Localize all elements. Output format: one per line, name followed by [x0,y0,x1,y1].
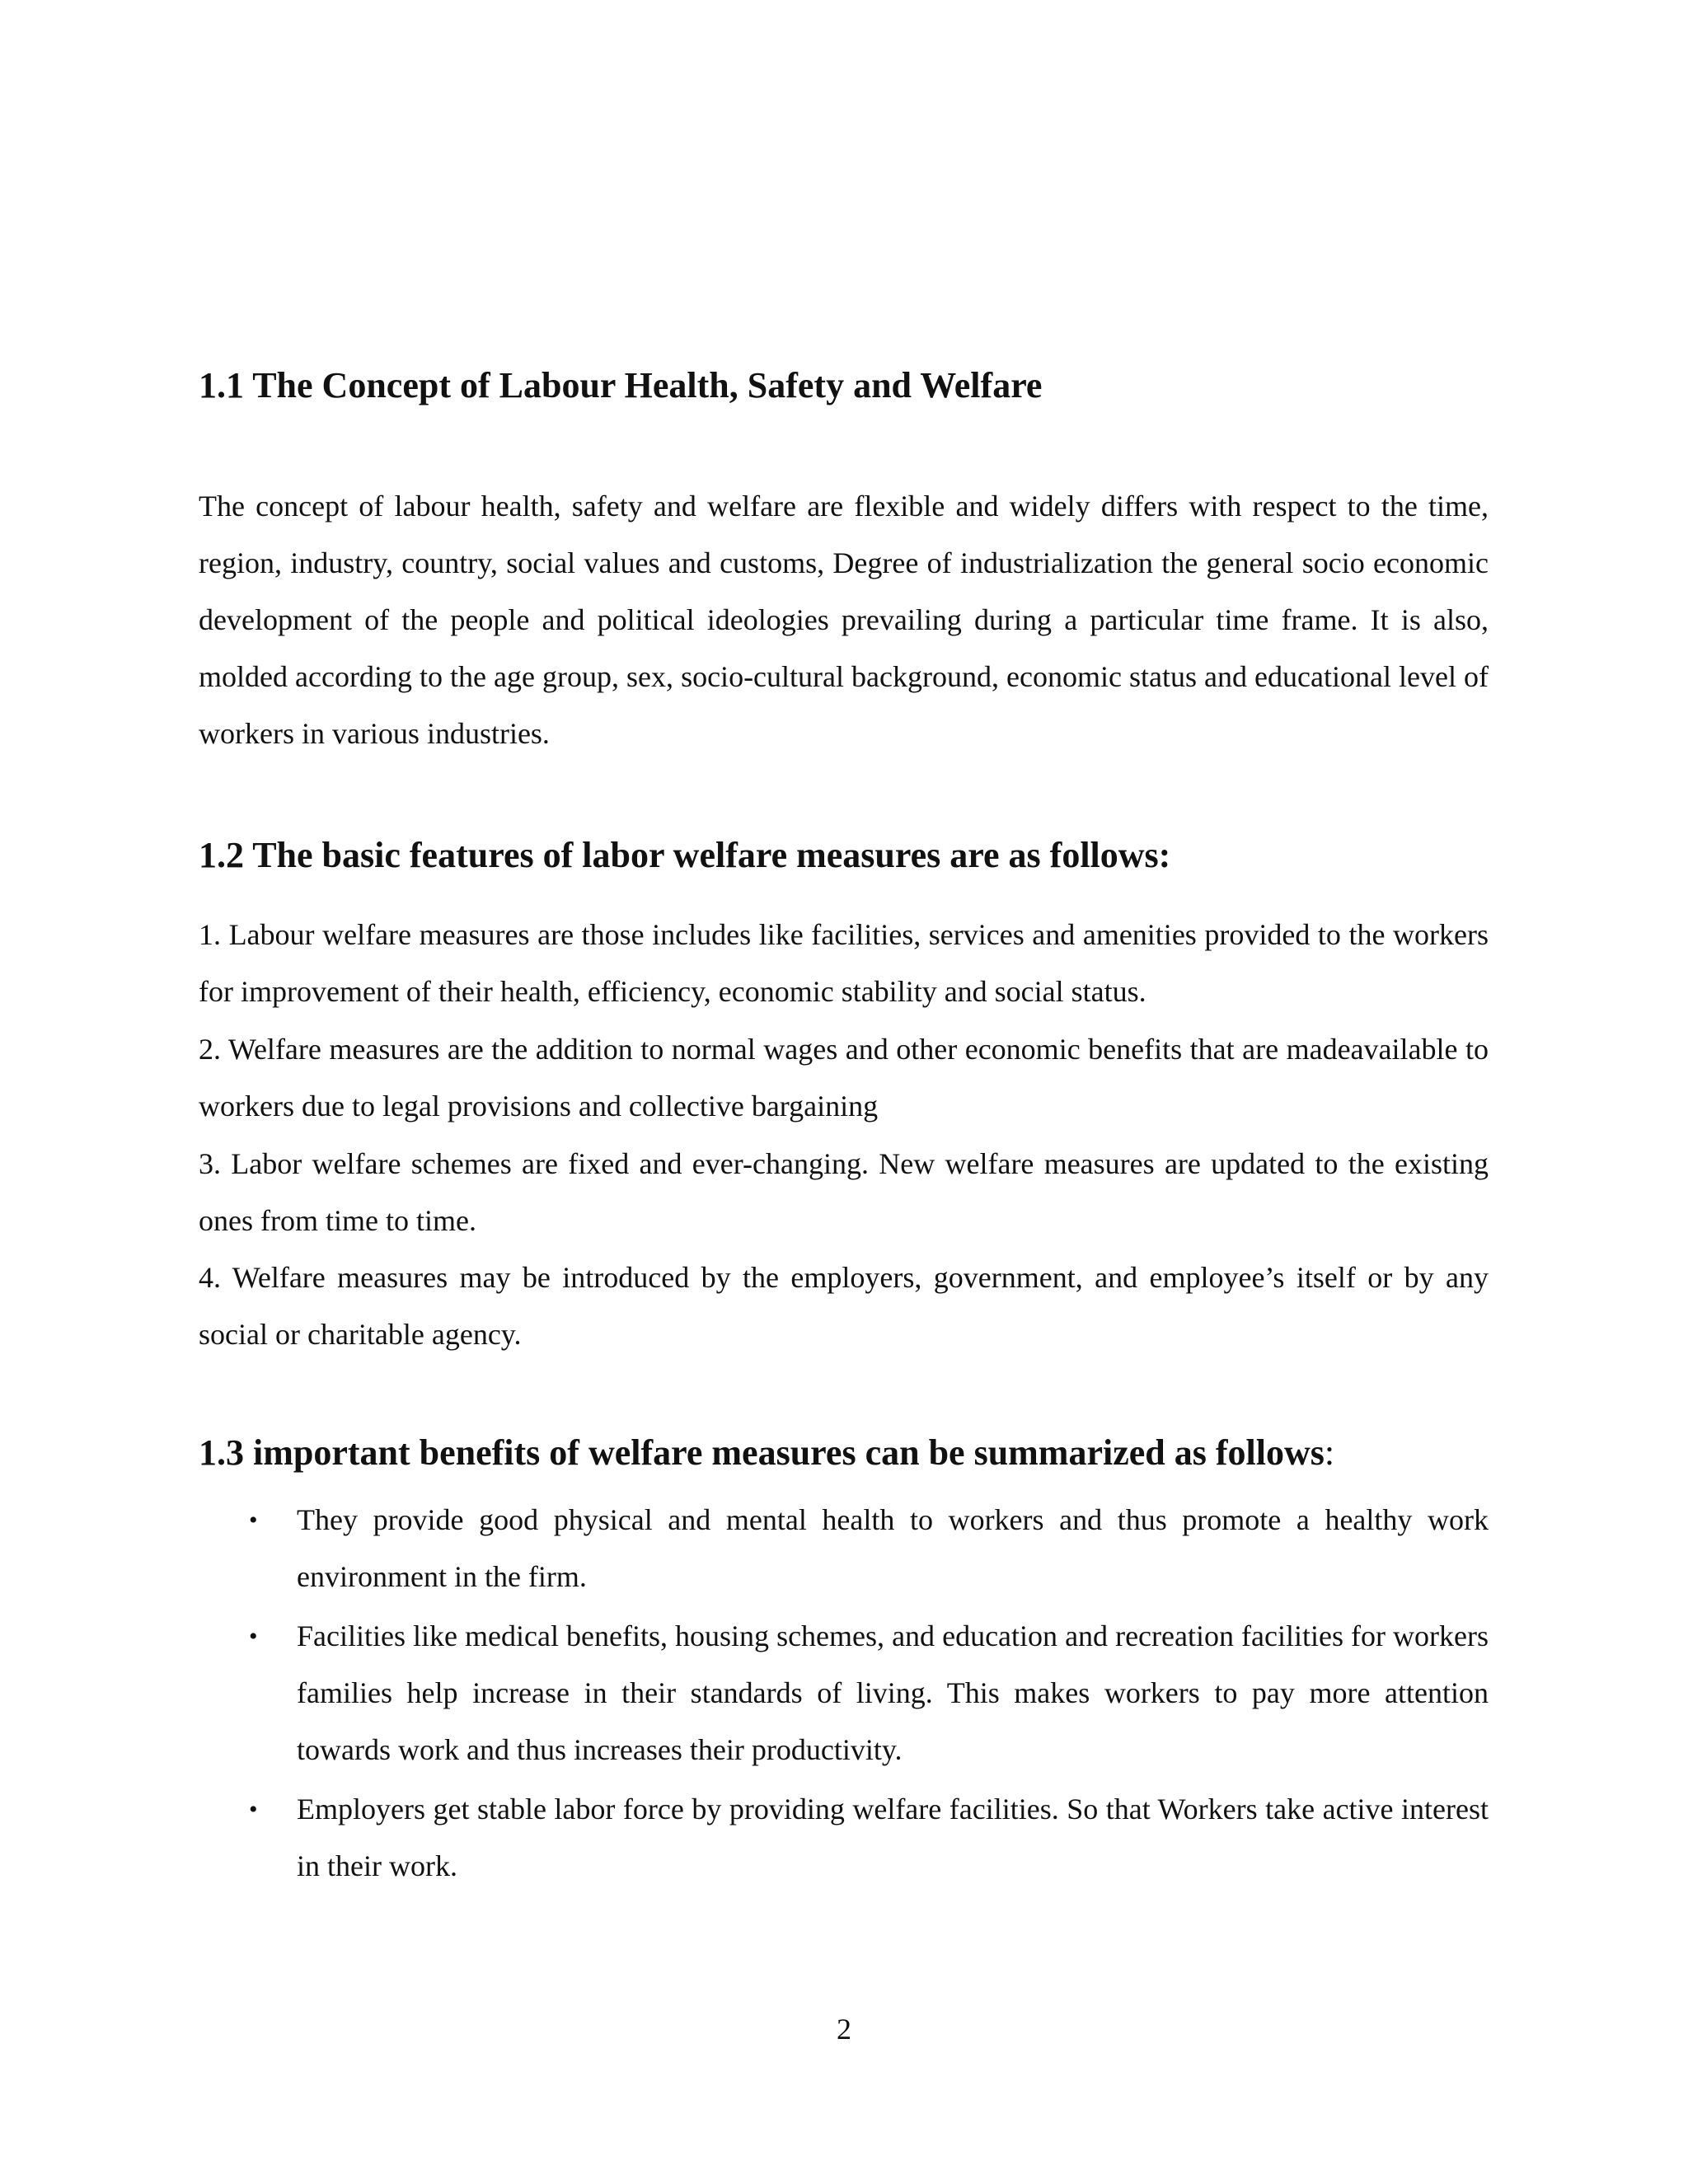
feature-item-1: 1. Labour welfare measures are those includes like facilities, services and amenities provided to the workers for improvement of their health, efficiency, economic stability and social status. [199,918,1489,1008]
feature-item-4: 4. Welfare measures may be introduced by the employers, government, and employee’s itself or by any social or charitable agency. [199,1261,1489,1351]
section-1-3-heading-text: 1.3 important benefits of welfare measures can be summarized as follows [199,1432,1325,1473]
feature-item-3: 3. Labor welfare schemes are fixed and ever-changing. New welfare measures are updated to the existing ones from time to time. [199,1147,1489,1237]
bullet-icon: • [249,1623,258,1650]
bullet-icon: • [249,1507,258,1534]
benefits-list [199,1492,1489,1897]
section-1-3-heading-colon: : [1324,1432,1335,1473]
feature-item-2: 2. Welfare measures are the addition to normal wages and other economic benefits that are madeavailable to workers due to legal provisions and collective bargaining [199,1033,1489,1122]
section-1-2-heading: 1.2 The basic features of labor welfare measures are as follows: [199,835,1171,875]
benefit-text: They provide good physical and mental health to workers and thus promote a healthy work environment in the firm. [297,1503,1489,1593]
page-number: 2 [837,2013,851,2046]
benefit-item [199,1608,1489,1779]
benefit-text: Employers get stable labor force by providing welfare facilities. So that Workers take active interest in their work. [297,1793,1489,1882]
section-1-1-heading: 1.1 The Concept of Labour Health, Safety and Welfare [199,365,1043,405]
section-1-1-paragraph: The concept of labour health, safety and welfare are flexible and widely differs with respect to the time, region, industry, country, social values and customs, Degree of industrialization the general socio economic development of the people and political ideologies prevailing during a particular time frame. It is also, molded according to the age group, sex, socio-cultural background, economic status and educational level of workers in various industries. [199,490,1489,750]
benefit-item [199,1492,1489,1605]
benefit-item [199,1781,1489,1895]
benefit-text: Facilities like medical benefits, housing schemes, and education and recreation facilities for workers families help increase in their standards of living. This makes workers to pay more attention towards work and thus increases their productivity. [297,1619,1489,1766]
bullet-icon: • [249,1796,258,1823]
section-1-3-heading [199,1430,1334,1476]
